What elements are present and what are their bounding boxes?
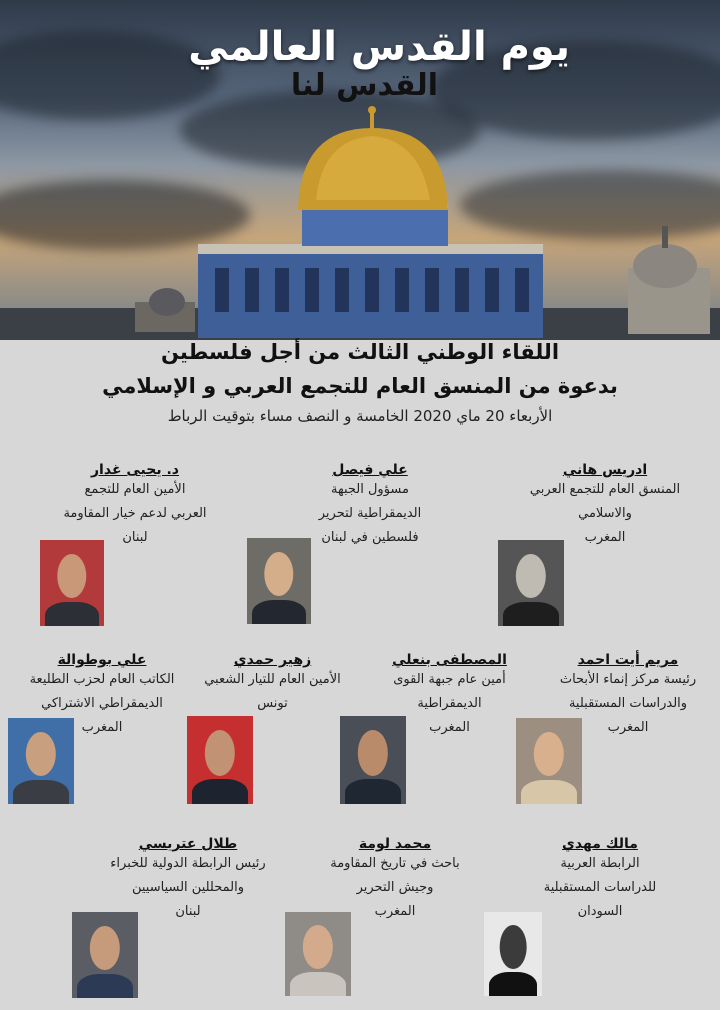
speaker-country: لبنان [175,904,201,919]
speaker-role: الرابطة العربية [560,856,640,871]
speaker-name: محمد لومة [358,836,432,852]
speaker-country: المغرب [607,720,649,735]
speaker-photo [72,912,138,998]
speaker-role: فلسطين في لبنان [321,530,419,545]
speaker-role: رئيسة مركز إنماء الأبحاث [559,672,697,687]
speaker-name: زهير حمدي [233,652,312,668]
speaker-role: العربي لدعم خيار المقاومة [63,506,207,521]
speaker-photo [8,718,74,804]
speaker-name: د. يحيى غدار [91,462,179,478]
speaker-photo [340,716,406,804]
speaker-photo [285,912,351,996]
speaker-role: الأمين العام للتجمع [84,482,186,497]
speaker-name: مالك مهدي [562,836,638,852]
speaker-photo [40,540,104,626]
event-title: اللقاء الوطني الثالث من أجل فلسطين [160,340,560,364]
speaker-country: تونس [257,696,288,711]
speaker-role: الديمقراطي الاشتراكي [41,696,163,711]
speaker-role: الديمقراطية لتحرير [318,506,422,521]
speaker-role: الأمين العام للتيار الشعبي [204,672,341,687]
speaker-name: طلال عتريسي [138,836,238,852]
speaker-name: المصطفى بنعلي [392,652,507,668]
speaker-name: مريم أيت احمد [577,652,679,668]
speaker-name: علي بوطوالة [57,652,147,668]
speaker-role: الكاتب العام لحزب الطليعة [29,672,175,687]
speaker-role: أمين عام جبهة القوى [393,672,506,687]
speaker-card [500,462,710,550]
speaker-country: السودان [577,904,623,919]
title-main: يوم القدس العالمي [188,24,570,70]
speaker-photo [247,538,311,624]
speaker-role: والاسلامي [578,506,632,521]
speaker-country: لبنان [122,530,148,545]
speaker-role: للدراسات المستقبلية [543,880,657,895]
speaker-role: الديمقراطية [417,696,482,711]
speaker-role: والمحللين السياسيين [131,880,244,895]
speaker-role: باحث في تاريخ المقاومة [330,856,460,871]
speaker-photo [498,540,564,626]
speaker-country: المغرب [584,530,626,545]
speaker-name: ادريس هاني [562,462,648,478]
speaker-role: وجيش التحرير [356,880,434,895]
speaker-role: مسؤول الجبهة [331,482,409,497]
speaker-role: المنسق العام للتجمع العربي [529,482,681,497]
speaker-card [180,652,365,716]
speaker-card [505,836,695,924]
speaker-name: علي فيصل [332,462,408,478]
speaker-country: المغرب [429,720,470,735]
speaker-card [270,462,470,550]
event-organizer: بدعوة من المنسق العام للتجمع العربي و الإسلامي [102,374,618,398]
speaker-country: المغرب [81,720,123,735]
speaker-photo [484,912,542,996]
speaker-role: والدراسات المستقبلية [568,696,688,711]
dome-of-the-rock-image [0,0,720,340]
speaker-card [305,836,485,924]
speaker-card [90,836,286,924]
speaker-country: المغرب [374,904,416,919]
speaker-card [30,462,240,550]
speaker-role: رئيس الرابطة الدولية للخبراء [110,856,266,871]
event-datetime: الأربعاء 20 ماي 2020 الخامسة و النصف مساء بتوقيت الرباط [167,407,553,425]
title-subtitle: القدس لنا [290,68,438,103]
